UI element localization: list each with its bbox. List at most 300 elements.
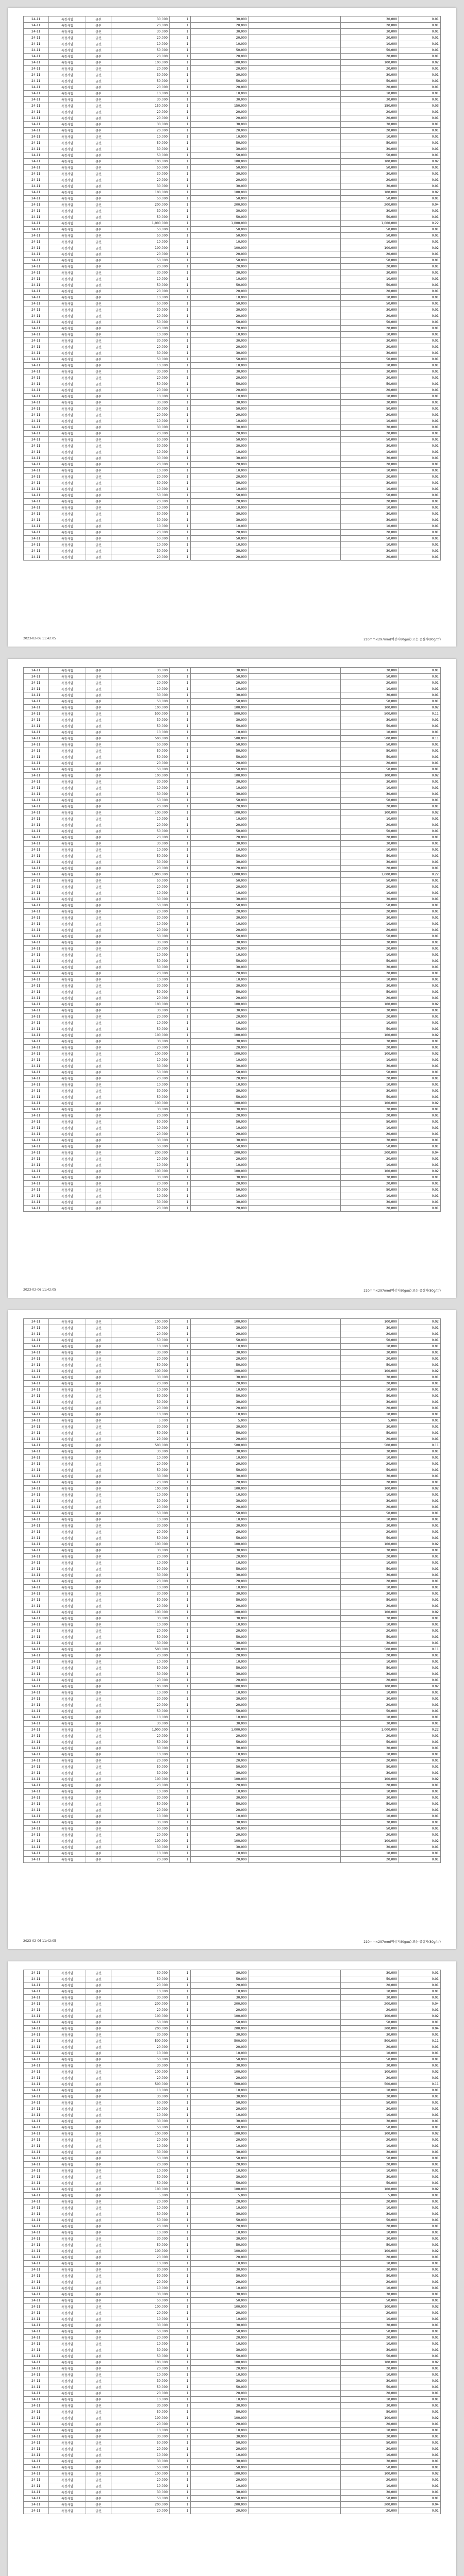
- table-cell: 특정사업: [48, 785, 86, 791]
- table-cell: 1: [170, 326, 190, 332]
- table-cell: 50,000: [340, 742, 399, 748]
- table-cell: 1: [170, 202, 190, 208]
- table-row: [24, 1548, 441, 1554]
- table-cell: 1: [170, 686, 190, 692]
- table-cell: [248, 1795, 340, 1801]
- table-cell: [248, 1752, 340, 1758]
- table-cell: 1: [170, 2496, 190, 2502]
- table-cell: 1: [170, 674, 190, 680]
- table-row: [24, 866, 441, 872]
- table-cell: [248, 1801, 340, 1807]
- table-cell: 20,000: [111, 2075, 169, 2081]
- table-cell: [248, 2112, 340, 2119]
- table-cell: [248, 2069, 340, 2075]
- table-cell: 1: [170, 245, 190, 251]
- table-cell: 특정사업: [48, 2508, 86, 2514]
- table-row: [24, 2261, 441, 2267]
- table-cell: 10,000: [111, 1659, 169, 1665]
- table-cell: 24-11: [24, 2335, 49, 2341]
- table-row: [24, 952, 441, 958]
- table-cell: 24-11: [24, 878, 49, 884]
- table-cell: [248, 692, 340, 699]
- table-row: [24, 128, 441, 134]
- table-cell: 50,000: [190, 934, 248, 940]
- table-cell: 50,000: [340, 674, 399, 680]
- table-cell: 금전: [86, 1486, 111, 1492]
- table-row: [24, 736, 441, 742]
- table-cell: 0.01: [399, 2421, 441, 2428]
- table-cell: 10,000: [190, 2316, 248, 2323]
- table-cell: 1: [170, 505, 190, 511]
- table-row: [24, 227, 441, 233]
- table-cell: 금전: [86, 1100, 111, 1107]
- table-cell: [248, 2088, 340, 2094]
- table-cell: 0.01: [399, 251, 441, 258]
- table-cell: 1: [170, 1076, 190, 1082]
- table-cell: 특정사업: [48, 1150, 86, 1156]
- table-cell: [248, 47, 340, 54]
- table-cell: 20,000: [190, 1702, 248, 1708]
- table-cell: [248, 295, 340, 301]
- table-cell: 1: [170, 1523, 190, 1529]
- table-row: [24, 66, 441, 72]
- table-cell: 20,000: [111, 66, 169, 72]
- table-cell: 금전: [86, 2378, 111, 2384]
- table-cell: 200,000: [190, 202, 248, 208]
- table-cell: 특정사업: [48, 1199, 86, 1206]
- table-cell: 50,000: [111, 152, 169, 159]
- table-cell: 24-11: [24, 1193, 49, 1199]
- table-row: [24, 2335, 441, 2341]
- table-cell: 10,000: [340, 2112, 399, 2119]
- table-cell: 24-11: [24, 443, 49, 449]
- table-cell: [248, 530, 340, 536]
- table-cell: 24-11: [24, 1113, 49, 1119]
- table-cell: 특정사업: [48, 2261, 86, 2267]
- table-cell: 특정사업: [48, 1851, 86, 1857]
- table-cell: 10,000: [111, 486, 169, 493]
- table-cell: 30,000: [340, 369, 399, 375]
- table-cell: 0.01: [399, 1995, 441, 2001]
- table-cell: [248, 921, 340, 927]
- table-cell: 1: [170, 536, 190, 542]
- table-cell: 10,000: [111, 1020, 169, 1026]
- table-cell: 0.01: [399, 1696, 441, 1702]
- table-cell: 30,000: [340, 183, 399, 190]
- table-cell: [248, 1634, 340, 1640]
- table-cell: 0.01: [399, 350, 441, 357]
- table-cell: 10,000: [111, 2285, 169, 2292]
- table-row: [24, 1715, 441, 1721]
- table-cell: [248, 1443, 340, 1449]
- table-cell: 50,000: [190, 152, 248, 159]
- table-cell: [248, 140, 340, 146]
- donation-ledger-table: [23, 16, 441, 561]
- table-cell: [248, 841, 340, 847]
- table-cell: 특정사업: [48, 1486, 86, 1492]
- table-cell: 1: [170, 1541, 190, 1548]
- table-cell: 특정사업: [48, 493, 86, 499]
- table-cell: 24-11: [24, 2360, 49, 2366]
- table-row: [24, 2094, 441, 2100]
- table-cell: [248, 940, 340, 946]
- table-cell: 1: [170, 1381, 190, 1387]
- table-cell: 20,000: [111, 680, 169, 686]
- table-cell: 30,000: [340, 1671, 399, 1677]
- table-cell: 50,000: [111, 2384, 169, 2391]
- table-cell: [248, 1449, 340, 1455]
- table-cell: 30,000: [111, 1616, 169, 1622]
- table-cell: 10,000: [190, 2285, 248, 2292]
- table-cell: 1: [170, 958, 190, 964]
- table-cell: 특정사업: [48, 47, 86, 54]
- table-cell: 특정사업: [48, 499, 86, 505]
- table-cell: 특정사업: [48, 1387, 86, 1393]
- table-cell: 1: [170, 1168, 190, 1175]
- table-cell: 금전: [86, 1424, 111, 1430]
- table-cell: 30,000: [111, 964, 169, 971]
- table-cell: 금전: [86, 1989, 111, 1995]
- table-cell: 30,000: [111, 841, 169, 847]
- table-cell: 0.01: [399, 2489, 441, 2496]
- table-cell: 50,000: [340, 2298, 399, 2304]
- table-cell: 금전: [86, 1560, 111, 1566]
- table-cell: [248, 1430, 340, 1436]
- table-cell: [248, 214, 340, 221]
- table-cell: 금전: [86, 1473, 111, 1480]
- table-cell: 24-11: [24, 177, 49, 183]
- table-cell: 0.01: [399, 680, 441, 686]
- table-cell: 24-11: [24, 1150, 49, 1156]
- table-row: [24, 1814, 441, 1820]
- table-cell: 10,000: [190, 2483, 248, 2489]
- table-cell: 특정사업: [48, 2502, 86, 2508]
- table-cell: 0.01: [399, 1076, 441, 1082]
- table-row: [24, 2187, 441, 2193]
- table-cell: 10,000: [340, 1412, 399, 1418]
- table-cell: 10,000: [111, 2428, 169, 2434]
- table-row: [24, 2360, 441, 2366]
- table-row: [24, 2168, 441, 2174]
- table-cell: 50,000: [111, 196, 169, 202]
- table-cell: 특정사업: [48, 2156, 86, 2162]
- table-cell: 금전: [86, 946, 111, 952]
- table-cell: 24-11: [24, 1076, 49, 1082]
- table-cell: 특정사업: [48, 2081, 86, 2088]
- table-cell: 0.01: [399, 2094, 441, 2100]
- table-cell: 10,000: [340, 816, 399, 822]
- table-cell: 특정사업: [48, 122, 86, 128]
- table-cell: [248, 1100, 340, 1107]
- table-row: [24, 1125, 441, 1131]
- table-cell: 금전: [86, 711, 111, 717]
- table-cell: 24-11: [24, 2075, 49, 2081]
- table-cell: [248, 251, 340, 258]
- table-cell: 20,000: [190, 344, 248, 350]
- table-row: [24, 1560, 441, 1566]
- table-cell: 0.01: [399, 1107, 441, 1113]
- table-cell: [248, 1344, 340, 1350]
- table-cell: 20,000: [111, 251, 169, 258]
- table-cell: 특정사업: [48, 245, 86, 251]
- table-cell: [248, 264, 340, 270]
- table-cell: 24-11: [24, 711, 49, 717]
- table-cell: 50,000: [111, 1739, 169, 1745]
- table-cell: 특정사업: [48, 344, 86, 350]
- table-cell: 10,000: [190, 2372, 248, 2378]
- table-row: [24, 1789, 441, 1795]
- table-cell: 금전: [86, 1628, 111, 1634]
- table-cell: 금전: [86, 890, 111, 896]
- table-cell: [248, 190, 340, 196]
- table-cell: 24-11: [24, 2125, 49, 2131]
- table-cell: 1: [170, 270, 190, 276]
- table-cell: 24-11: [24, 835, 49, 841]
- table-cell: 0.02: [399, 245, 441, 251]
- table-cell: 30,000: [340, 983, 399, 989]
- table-cell: [248, 486, 340, 493]
- table-cell: 24-11: [24, 91, 49, 97]
- table-cell: 1: [170, 1119, 190, 1125]
- table-cell: 특정사업: [48, 319, 86, 326]
- table-cell: 1: [170, 1529, 190, 1535]
- table-cell: 금전: [86, 122, 111, 128]
- table-cell: 30,000: [190, 2063, 248, 2069]
- table-cell: 24-11: [24, 2366, 49, 2372]
- table-cell: 금전: [86, 958, 111, 964]
- table-cell: 100,000: [190, 1100, 248, 1107]
- table-row: [24, 2341, 441, 2347]
- table-cell: 금전: [86, 208, 111, 214]
- table-cell: 금전: [86, 1356, 111, 1362]
- table-row: [24, 2217, 441, 2224]
- table-cell: 0.01: [399, 983, 441, 989]
- table-cell: 24-11: [24, 995, 49, 1002]
- table-cell: 100,000: [340, 1051, 399, 1057]
- table-cell: 100,000: [190, 2304, 248, 2310]
- table-row: [24, 1480, 441, 1486]
- table-cell: 금전: [86, 554, 111, 561]
- table-cell: 특정사업: [48, 1175, 86, 1181]
- table-row: [24, 835, 441, 841]
- table-cell: 특정사업: [48, 1721, 86, 1727]
- table-cell: 50,000: [190, 282, 248, 289]
- table-row: [24, 2440, 441, 2446]
- table-cell: 24-11: [24, 828, 49, 835]
- table-cell: 20,000: [340, 387, 399, 394]
- table-cell: 금전: [86, 16, 111, 23]
- table-cell: 1: [170, 736, 190, 742]
- table-cell: 금전: [86, 717, 111, 723]
- table-cell: 1: [170, 1684, 190, 1690]
- table-cell: 특정사업: [48, 2205, 86, 2211]
- table-cell: 30,000: [111, 517, 169, 523]
- table-cell: 10,000: [190, 41, 248, 47]
- table-cell: 특정사업: [48, 2069, 86, 2075]
- table-cell: 30,000: [111, 1995, 169, 2001]
- table-cell: 금전: [86, 2292, 111, 2298]
- table-cell: 10,000: [190, 686, 248, 692]
- table-cell: 100,000: [190, 2187, 248, 2193]
- table-row: [24, 1628, 441, 1634]
- table-cell: 0.01: [399, 909, 441, 915]
- table-cell: 20,000: [111, 909, 169, 915]
- table-cell: 30,000: [340, 896, 399, 903]
- table-cell: [248, 884, 340, 890]
- table-cell: 24-11: [24, 2038, 49, 2044]
- table-cell: [248, 196, 340, 202]
- table-cell: 금전: [86, 1175, 111, 1181]
- table-cell: [248, 1193, 340, 1199]
- table-cell: 0.01: [399, 1795, 441, 1801]
- table-cell: 1: [170, 2403, 190, 2409]
- table-cell: 특정사업: [48, 2304, 86, 2310]
- table-cell: 24-11: [24, 1156, 49, 1162]
- table-row: [24, 791, 441, 798]
- table-cell: 1: [170, 1566, 190, 1572]
- table-cell: [248, 1418, 340, 1424]
- table-cell: [248, 989, 340, 995]
- table-cell: 특정사업: [48, 2440, 86, 2446]
- table-cell: 0.01: [399, 1070, 441, 1076]
- table-cell: 24-11: [24, 523, 49, 530]
- table-cell: 20,000: [190, 804, 248, 810]
- table-cell: 0.01: [399, 2020, 441, 2026]
- table-cell: 0.01: [399, 1424, 441, 1430]
- table-cell: [248, 1350, 340, 1356]
- table-row: [24, 338, 441, 344]
- table-cell: 1: [170, 859, 190, 866]
- table-cell: 20,000: [340, 2421, 399, 2428]
- table-cell: [248, 983, 340, 989]
- table-cell: 24-11: [24, 2094, 49, 2100]
- table-cell: 1: [170, 680, 190, 686]
- table-cell: 금전: [86, 1418, 111, 1424]
- table-cell: 24-11: [24, 1727, 49, 1733]
- table-cell: [248, 2298, 340, 2304]
- table-cell: 50,000: [190, 301, 248, 307]
- table-cell: 24-11: [24, 270, 49, 276]
- table-cell: 30,000: [190, 1745, 248, 1752]
- table-cell: 50,000: [340, 1070, 399, 1076]
- table-cell: 금전: [86, 1039, 111, 1045]
- table-cell: 30,000: [340, 1138, 399, 1144]
- table-cell: [248, 183, 340, 190]
- table-cell: [248, 152, 340, 159]
- table-cell: 50,000: [111, 1764, 169, 1770]
- table-row: [24, 730, 441, 736]
- table-cell: 0.01: [399, 1770, 441, 1776]
- table-cell: 20,000: [111, 499, 169, 505]
- table-cell: 100,000: [340, 1838, 399, 1844]
- table-cell: 24-11: [24, 165, 49, 171]
- table-cell: 0.01: [399, 1480, 441, 1486]
- table-cell: 1: [170, 2075, 190, 2081]
- table-cell: 특정사업: [48, 159, 86, 165]
- table-cell: 특정사업: [48, 1783, 86, 1789]
- table-cell: [248, 2446, 340, 2452]
- table-cell: 1: [170, 425, 190, 431]
- table-cell: 50,000: [190, 1511, 248, 1517]
- table-row: [24, 2378, 441, 2384]
- table-row: [24, 1063, 441, 1070]
- table-row: [24, 1511, 441, 1517]
- table-cell: 1: [170, 1498, 190, 1504]
- table-cell: 24-11: [24, 2013, 49, 2020]
- table-cell: 20,000: [190, 835, 248, 841]
- table-cell: 20,000: [190, 1733, 248, 1739]
- table-cell: 1: [170, 548, 190, 554]
- table-cell: 0.01: [399, 1057, 441, 1063]
- table-cell: 특정사업: [48, 66, 86, 72]
- table-cell: 특정사업: [48, 1566, 86, 1572]
- table-cell: [248, 1696, 340, 1702]
- table-cell: 1: [170, 847, 190, 853]
- table-cell: 20,000: [111, 1356, 169, 1362]
- table-cell: 1: [170, 499, 190, 505]
- table-cell: 20,000: [111, 2044, 169, 2050]
- table-cell: 특정사업: [48, 2242, 86, 2248]
- table-cell: 특정사업: [48, 791, 86, 798]
- table-cell: 20,000: [190, 2137, 248, 2143]
- table-cell: 10,000: [111, 2483, 169, 2489]
- table-row: [24, 2471, 441, 2477]
- table-cell: 5,000: [111, 1418, 169, 1424]
- table-cell: 금전: [86, 2273, 111, 2279]
- table-cell: 금전: [86, 1579, 111, 1585]
- table-cell: 50,000: [190, 699, 248, 705]
- table-cell: 20,000: [190, 1156, 248, 1162]
- table-cell: 24-11: [24, 1776, 49, 1783]
- table-cell: 24-11: [24, 23, 49, 29]
- table-cell: 24-11: [24, 2378, 49, 2384]
- table-cell: 금전: [86, 183, 111, 190]
- table-cell: [248, 1832, 340, 1838]
- table-cell: 30,000: [111, 1795, 169, 1801]
- table-cell: 20,000: [340, 680, 399, 686]
- table-cell: 1: [170, 2421, 190, 2428]
- table-row: [24, 2038, 441, 2044]
- table-cell: 24-11: [24, 2273, 49, 2279]
- table-cell: 금전: [86, 227, 111, 233]
- table-row: [24, 1653, 441, 1659]
- table-cell: 금전: [86, 668, 111, 674]
- table-cell: 20,000: [190, 1554, 248, 1560]
- table-cell: 1: [170, 1653, 190, 1659]
- table-cell: 20,000: [190, 462, 248, 468]
- table-cell: 24-11: [24, 1344, 49, 1350]
- table-cell: 24-11: [24, 1745, 49, 1752]
- table-cell: 20,000: [190, 1461, 248, 1467]
- table-cell: 20,000: [340, 1603, 399, 1609]
- table-cell: [248, 1331, 340, 1337]
- table-cell: 금전: [86, 1783, 111, 1789]
- table-cell: 금전: [86, 1362, 111, 1368]
- table-cell: 1: [170, 1820, 190, 1826]
- table-cell: 금전: [86, 462, 111, 468]
- table-row: [24, 468, 441, 474]
- table-cell: 30,000: [111, 350, 169, 357]
- table-cell: 1: [170, 2415, 190, 2421]
- table-cell: 0.01: [399, 1665, 441, 1671]
- table-cell: 0.01: [399, 1597, 441, 1603]
- table-cell: 30,000: [340, 1844, 399, 1851]
- table-cell: [248, 1063, 340, 1070]
- table-cell: [248, 1051, 340, 1057]
- table-row: [24, 2255, 441, 2261]
- table-cell: 0.01: [399, 946, 441, 952]
- table-cell: 20,000: [190, 251, 248, 258]
